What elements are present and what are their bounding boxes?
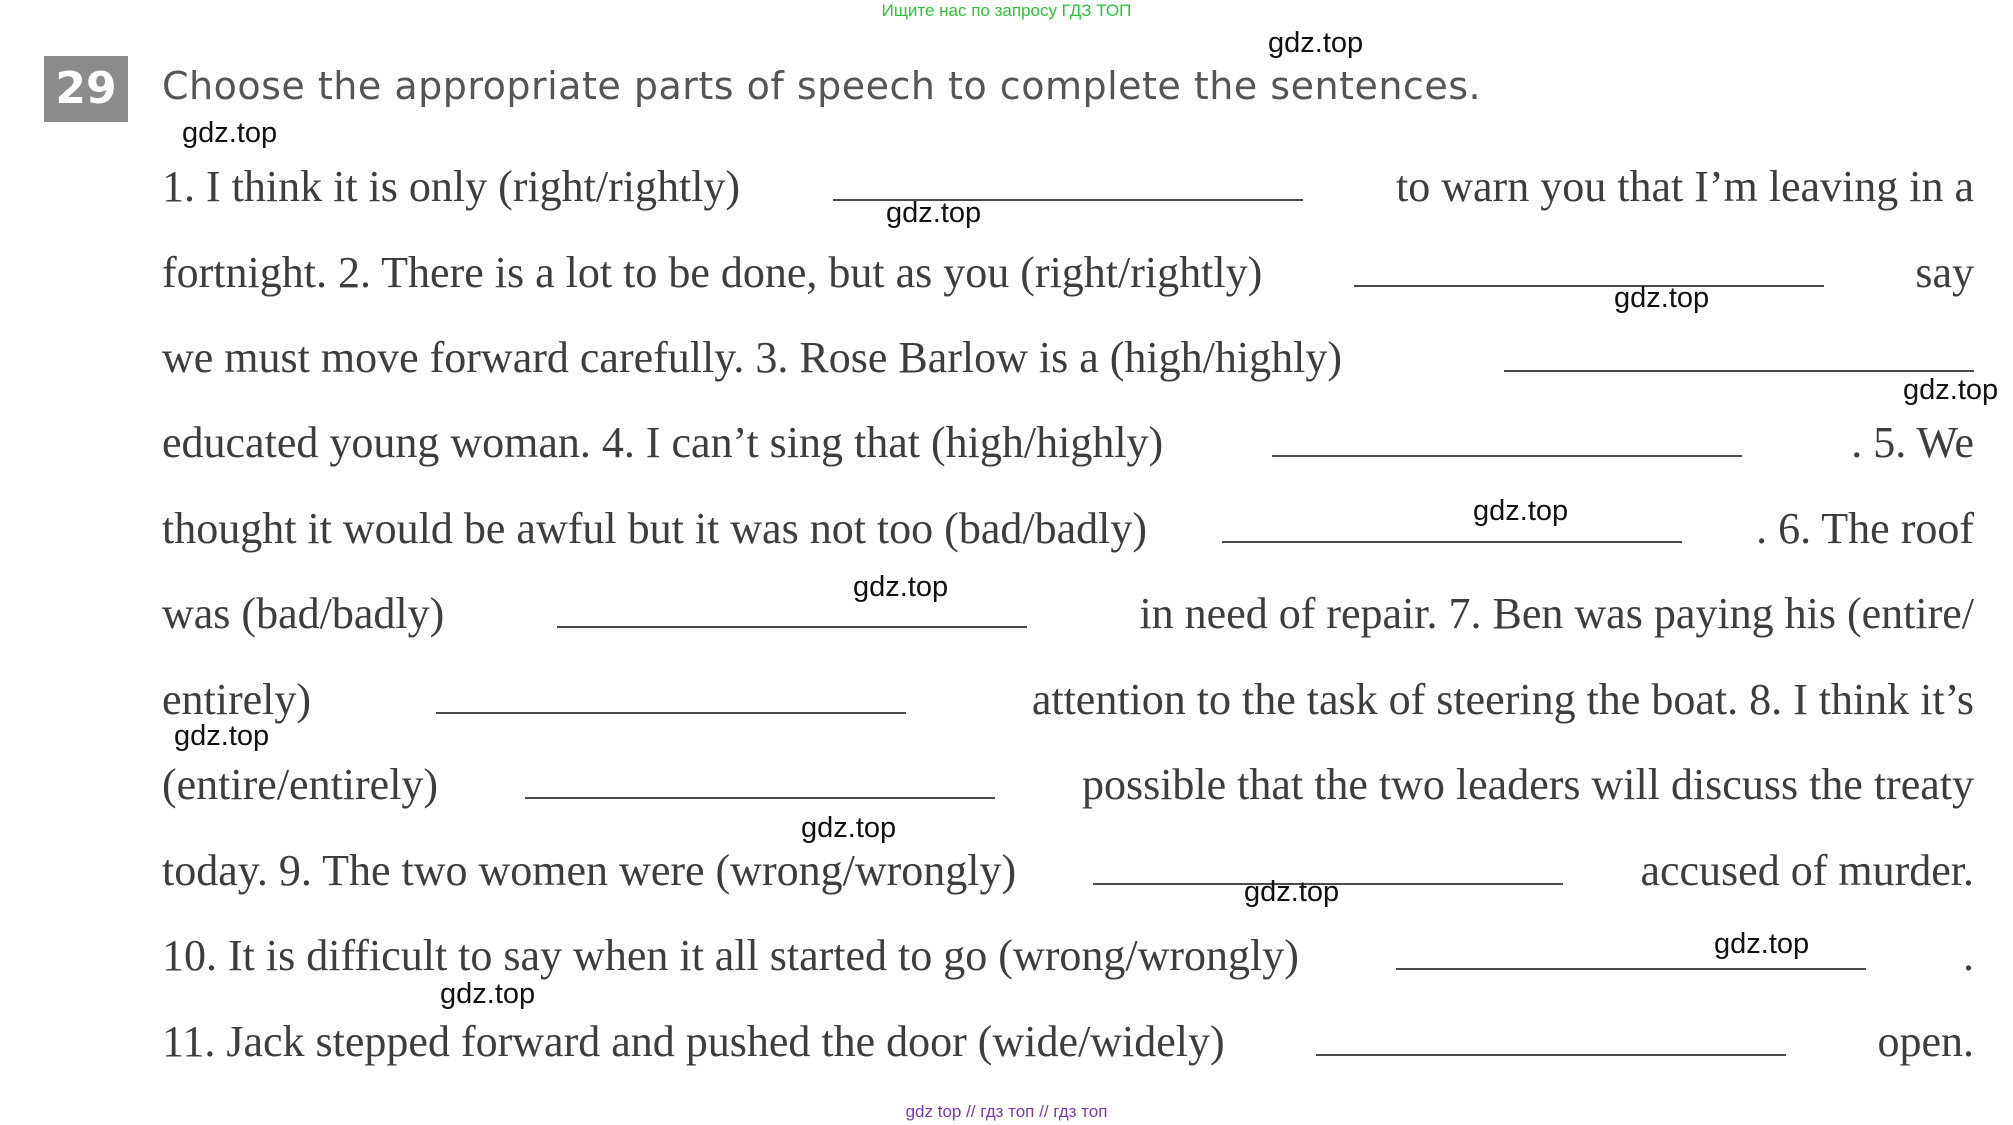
line-text: 1. I think it is only (right/rightly) — [162, 162, 741, 211]
line-text: 11. Jack stepped forward and pushed the door (wide/widely) — [162, 1017, 1225, 1066]
watermark-label: gdz.top — [886, 197, 982, 229]
line-text: (entire/entirely) — [162, 760, 439, 809]
answer-blank[interactable] — [1272, 425, 1742, 457]
sentence-line-11 — [162, 1012, 1974, 1072]
line-text: entirely) — [162, 675, 312, 724]
line-text: in need of repair. 7. Ben was paying his (entire/ — [1139, 589, 1974, 638]
watermark-label: gdz.top — [1903, 374, 1999, 406]
line-text: today. 9. The two women were (wrong/wrongly) — [162, 846, 1017, 895]
sentence-line-7 — [162, 670, 1974, 730]
line-text: 10. It is difficult to say when it all started to go (wrong/wrongly) — [162, 931, 1299, 980]
answer-blank[interactable] — [436, 682, 906, 714]
answer-blank[interactable] — [1354, 255, 1824, 287]
line-text: fortnight. 2. There is a lot to be done, but as you (right/rightly) — [162, 248, 1263, 297]
sentence-line-8 — [162, 755, 1974, 815]
line-text: thought it would be awful but it was not too (bad/badly) — [162, 504, 1147, 553]
watermark-label: gdz.top — [182, 117, 278, 149]
answer-blank[interactable] — [1504, 340, 1974, 372]
sentence-line-3 — [162, 328, 1974, 388]
line-text: was (bad/badly) — [162, 589, 445, 638]
line-text: attention to the task of steering the boat. 8. I think it’s — [1031, 675, 1974, 724]
line-text: accused of murder. — [1640, 846, 1974, 895]
watermark-label: gdz.top — [174, 720, 270, 752]
watermark-label: gdz.top — [1473, 495, 1569, 527]
line-text: open. — [1877, 1017, 1974, 1066]
answer-blank[interactable] — [1316, 1024, 1786, 1056]
line-text: . — [1962, 931, 1974, 980]
watermark-label: gdz.top — [853, 571, 949, 603]
sentence-line-6 — [162, 584, 1974, 644]
line-text: educated young woman. 4. I can’t sing that (high/highly) — [162, 418, 1164, 467]
watermark-label: gdz.top — [440, 978, 536, 1010]
sentence-line-5 — [162, 499, 1974, 559]
exercise-instruction: Choose the appropriate parts of speech to complete the sentences. — [162, 64, 1482, 108]
answer-blank[interactable] — [1222, 511, 1682, 543]
answer-blank[interactable] — [557, 596, 1027, 628]
line-text: possible that the two leaders will discuss the treaty — [1081, 760, 1974, 809]
top-banner[interactable]: Ищите нас по запросу ГДЗ ТОП — [881, 1, 1132, 20]
line-text: . 5. We — [1851, 418, 1974, 467]
sentence-line-9 — [162, 841, 1974, 901]
line-text: . 6. The roof — [1756, 504, 1974, 553]
watermark-label: gdz.top — [1244, 876, 1340, 908]
sentence-line-4 — [162, 413, 1974, 473]
watermark-label: gdz.top — [1714, 928, 1810, 960]
answer-blank[interactable] — [525, 767, 995, 799]
line-text: to warn you that I’m leaving in a — [1396, 162, 1974, 211]
watermark-label: gdz.top — [1268, 27, 1364, 59]
sentence-line-10 — [162, 926, 1974, 986]
line-text: we must move forward carefully. 3. Rose Barlow is a (high/highly) — [162, 333, 1342, 382]
footer-links[interactable]: gdz top // гдз топ // гдз топ — [905, 1102, 1108, 1121]
line-text: say — [1915, 248, 1974, 297]
exercise-number-badge: 29 — [44, 56, 128, 122]
watermark-label: gdz.top — [1614, 282, 1710, 314]
sentence-line-1 — [162, 157, 1974, 217]
watermark-label: gdz.top — [801, 812, 897, 844]
